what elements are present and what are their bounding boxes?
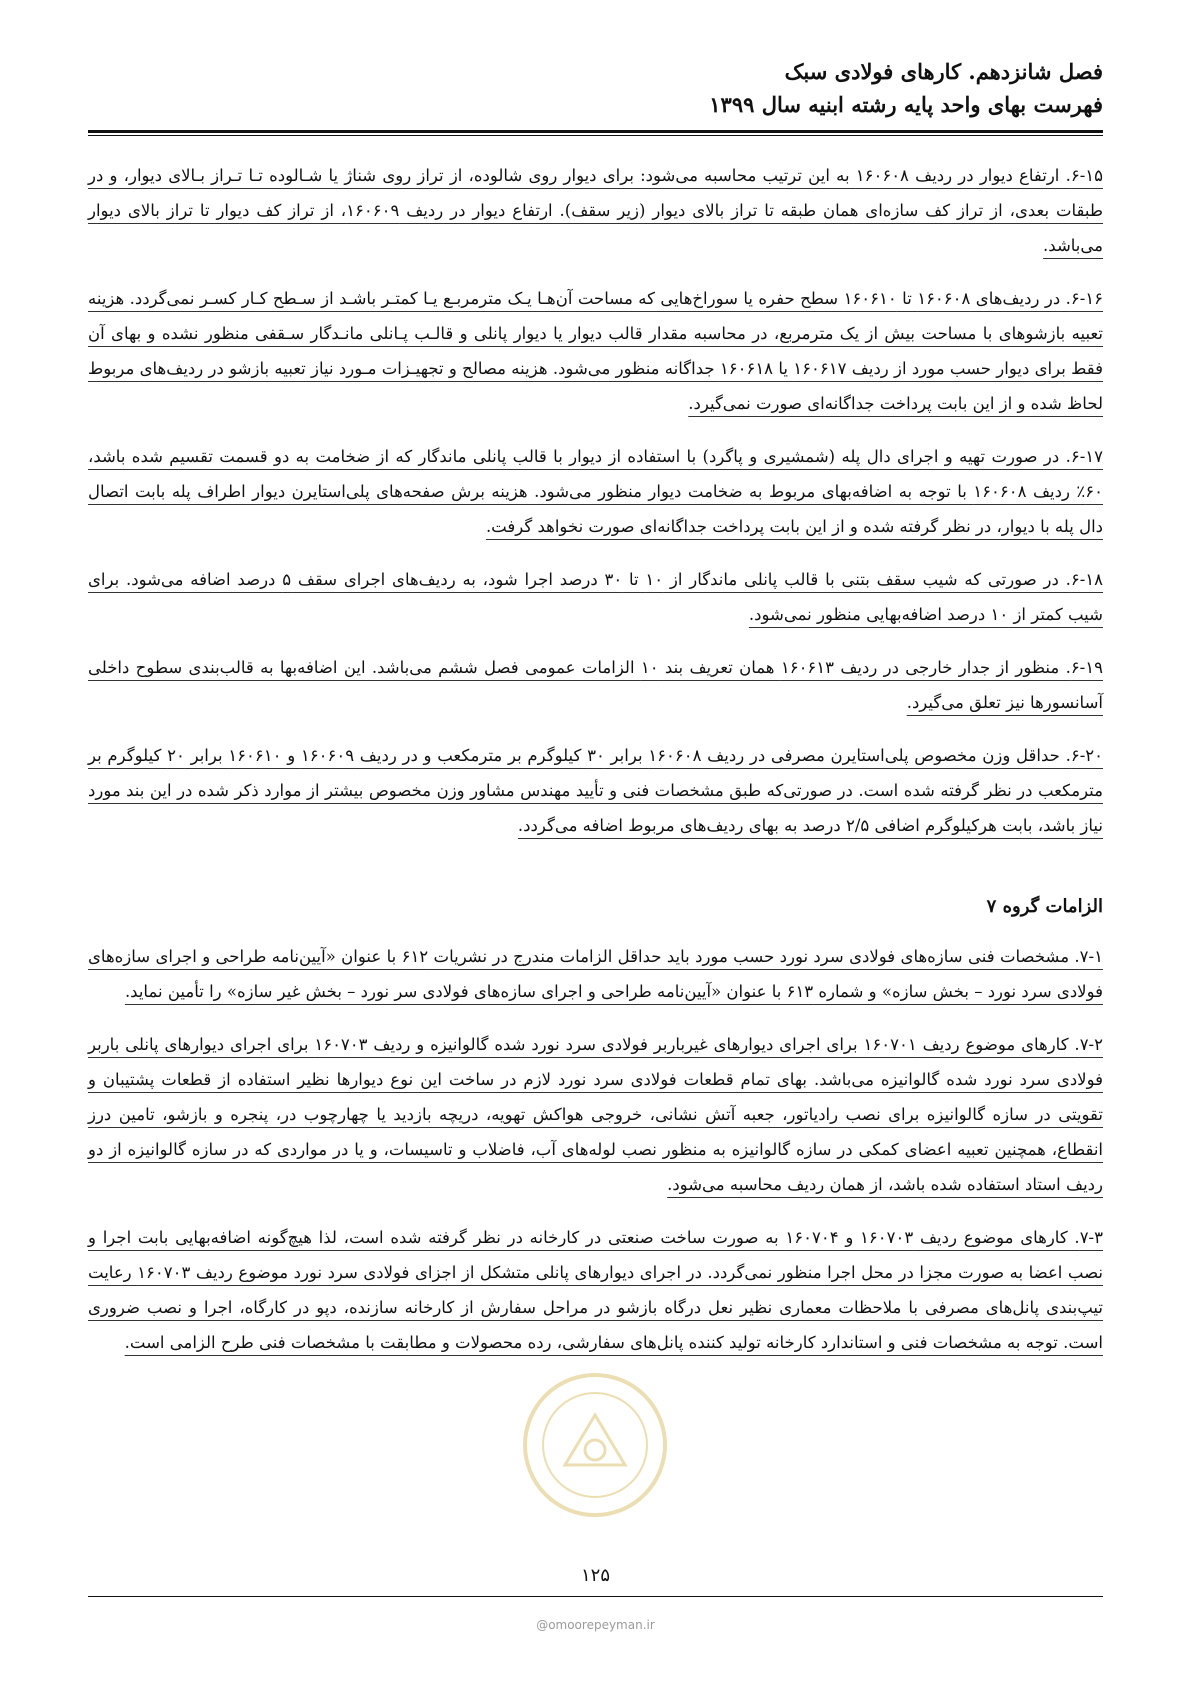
paragraph-text: ۶-۱۵. ارتفاع دیوار در ردیف ۱۶۰۶۰۸ به این ترتیب محاسبه می‌شود: برای دیوار روی شالوده، از تراز روی شناژ یا شـالوده تـا تـراز بـالای دیوار، و در طبقات بعدی، از تراز کف سازه‌ای همان طبقه تا تراز بالای دیوار (زیر سقف). ارتفاع دیوار در ردیف ۱۶۰۶۰۹، از تراز کف دیوار تا تراز بالای دیوار می‌باشد. (88, 166, 1104, 255)
header-rule-thick (88, 130, 1103, 133)
paragraph-6-18 (88, 562, 1103, 632)
footer-url: @omoorepeyman.ir (536, 1618, 655, 1632)
paragraph-text: ۶-۲۰. حداقل وزن مخصوص پلی‌استایرن مصرفی در ردیف ۱۶۰۶۰۸ برابر ۳۰ کیلوگرم بر مترمکعب و در ردیف ۱۶۰۶۰۹ و ۱۶۰۶۱۰ برابر ۲۰ کیلوگرم بر مترمکعب در نظر گرفته شده است. در صورتی‌که طبق مشخصات فنی و تأیید مهندس مشاور وزن مخصوص بیشتر از موارد ذکر شده در این بند مورد نیاز باشد، بابت هرکیلوگرم اضافی ۲/۵ درصد به بهای ردیف‌های مربوط اضافه می‌گردد. (88, 746, 1103, 835)
page-number: ۱۲۵ (580, 1565, 610, 1586)
paragraph-6-16 (88, 281, 1103, 421)
page-header (709, 56, 1103, 122)
paragraph-6-19 (88, 650, 1103, 720)
paragraph-text: ۶-۱۷. در صورت تهیه و اجرای دال پله (شمشیری و پاگرد) با استفاده از دیوار با قالب پانلی ماندگار که از ضخامت به دو قسمت تقسیم شده باشد، ۶۰٪ ردیف ۱۶۰۶۰۸ با توجه به اضافه‌بهای مربوط به ضخامت دیوار منظور می‌شود. هزینه برش صفحه‌های پلی‌استایرن دیوار اطراف پله بابت اتصال دال پله با دیوار، در نظر گرفته شده و از این بابت پرداخت جداگانه‌ای صورت نخواهد گرفت. (88, 447, 1103, 536)
paragraph-text: ۷-۲. کارهای موضوع ردیف ۱۶۰۷۰۱ برای اجرای دیوارهای غیرباربر فولادی سرد نورد شده گالوانیزه و ردیف ۱۶۰۷۰۳ برای اجرای دیوارهای پانلی باربر فولادی سرد نورد شده گالوانیزه می‌باشد. بهای تمام قطعات فولادی سرد نورد لازم در ساخت این نوع دیوارها نظیر استفاده از قطعات پشتیبان و تقویتی در سازه گالوانیزه برای نصب رادیاتور، جعبه آتش نشانی، خروجی هواکش تهویه، دریچه بازدید یا چهارچوب در، پنجره و بازشو، تامین درز انقطاع، همچنین تعبیه اعضای کمکی در سازه گالوانیزه به منظور نصب لوله‌های آب، فاضلاب و تاسیسات، و یا در مواردی که در سازه گالوانیزه از دو ردیف استاد استفاده شده باشد، از همان ردیف محاسبه می‌شود. (88, 1035, 1103, 1194)
paragraph-text: ۷-۳. کارهای موضوع ردیف ۱۶۰۷۰۳ و ۱۶۰۷۰۴ به صورت ساخت صنعتی در کارخانه در نظر گرفته شده است، لذا هیچ‌گونه اضافه‌بهایی بابت اجرا و نصب اعضا به صورت مجزا در محل اجرا منظور نمی‌گردد. در اجرای دیوارهای پانلی متشکل از اجزای فولادی سرد نورد موضوع ردیف ۱۶۰۷۰۳ رعایت تیپ‌بندی پانل‌های مصرفی با ملاحظات معماری نظیر نعل درگاه بازشو در مراحل سفارش از کارخانه سازنده، دپو در کارگاه، اجرا و نصب ضروری است. توجه به مشخصات فنی و استاندارد کارخانه تولید کننده پانل‌های سفارشی، رده محصولات و مطابقت با مشخصات فنی طرح الزامی است. (88, 1228, 1103, 1352)
paragraph-7-1 (88, 939, 1103, 1009)
paragraph-7-2 (88, 1027, 1103, 1202)
paragraph-text: ۶-۱۶. در ردیف‌های ۱۶۰۶۰۸ تا ۱۶۰۶۱۰ سطح حفره یا سوراخ‌هایی که مساحت آن‌هـا یـک مترمربـع یـا کمتـر باشـد از سـطح کـار کسـر نمی‌گردد. هزینه تعبیه بازشوهای با مساحت بیش از یک مترمربع، در محاسبه مقدار قالب دیوار یا دیوار پانلی و قالـب پـانلی مانـدگار سـقفی منظور نشده و بهای آن فقط برای دیوار حسب مورد از ردیف ۱۶۰۶۱۷ یا ۱۶۰۶۱۸ جداگانه منظور می‌شود. هزینه مصالح و تجهیـزات مـورد نیاز تعبیه بازشو در ردیف‌های مربوط لحاظ شده و از این بابت پرداخت جداگانه‌ای صورت نمی‌گیرد. (88, 289, 1104, 413)
paragraph-6-17 (88, 439, 1103, 544)
paragraph-text: ۷-۱. مشخصات فنی سازه‌های فولادی سرد نورد حسب مورد باید حداقل الزامات مندرج در نشریات ۶۱۲ با عنوان «آیین‌نامه طراحی و اجرای سازه‌های فولادی سرد نورد – بخش سازه» و شماره ۶۱۳ با عنوان «آیین‌نامه طراحی و اجرای سازه‌های فولادی سر نورد – بخش غیر سازه» را تأمین نماید. (88, 947, 1103, 1001)
paragraph-6-15 (88, 158, 1103, 263)
paragraph-7-3 (88, 1220, 1103, 1360)
watermark-seal-icon (520, 1370, 670, 1520)
catalog-title: فهرست بهای واحد پایه رشته ابنیه سال ۱۳۹۹ (709, 92, 1103, 117)
paragraph-text: ۶-۱۸. در صورتی که شیب سقف بتنی با قالب پانلی ماندگار از ۱۰ تا ۳۰ درصد اجرا شود، به ردیف‌های اجرای سقف ۵ درصد اضافه می‌شود. برای شیب کمتر از ۱۰ درصد اضافه‌بهایی منظور نمی‌شود. (88, 570, 1104, 624)
paragraph-text: ۶-۱۹. منظور از جدار خارجی در ردیف ۱۶۰۶۱۳ همان تعریف بند ۱۰ الزامات عمومی فصل ششم می‌باشد. این اضافه‌بها به قالب‌بندی سطوح داخلی آسانسورها نیز تعلق می‌گیرد. (88, 658, 1103, 712)
section-title: الزامات گروه ۷ (986, 896, 1103, 917)
chapter-title: فصل شانزدهم. کارهای فولادی سبک (784, 59, 1103, 84)
document-body (88, 158, 1103, 1378)
paragraph-6-20 (88, 738, 1103, 843)
footer-rule (88, 1596, 1103, 1597)
header-rule-thin (88, 135, 1103, 136)
